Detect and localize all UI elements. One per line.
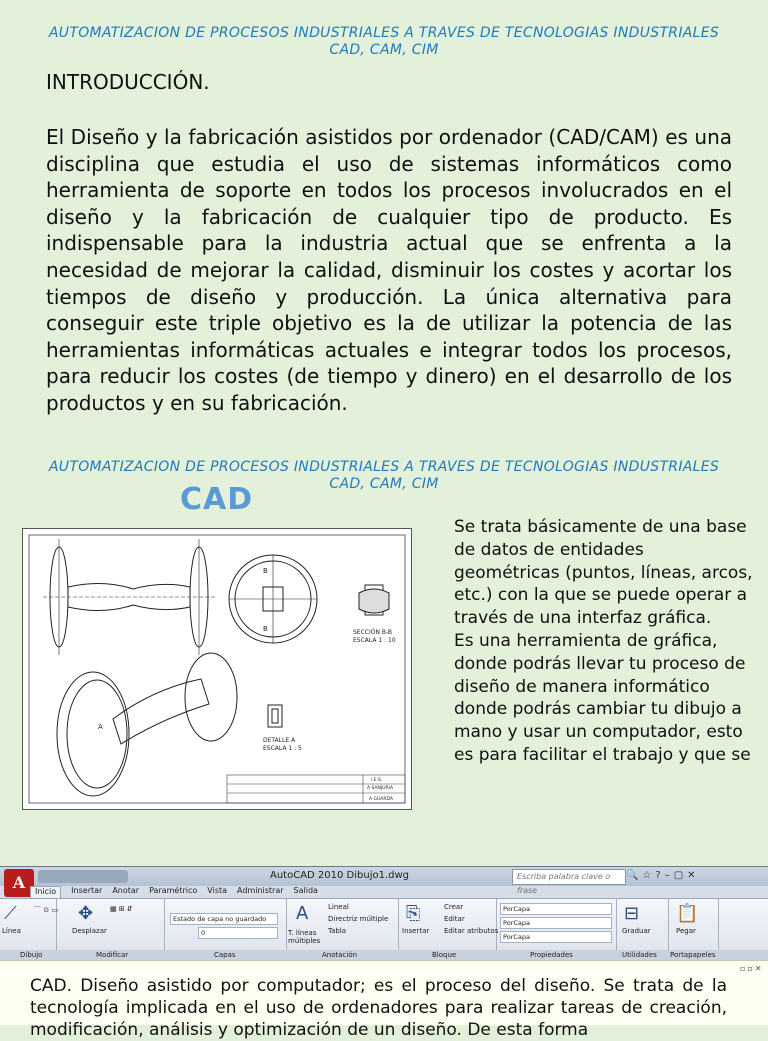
t-lineas-button[interactable]: T. líneas múltiples	[288, 929, 321, 945]
tabla-button[interactable]: Tabla	[328, 927, 347, 935]
detail-view	[268, 705, 282, 727]
label-capas: Capas	[214, 951, 236, 959]
title-block-town: A GUARDA	[369, 797, 393, 802]
cad-definition-text: CAD. Diseño asistido por computador; es el proceso del diseño. Se trata de la tecnología implicada en el uso de ordenadores para realizar tareas de creación, modificación, análisis y optimización de un diseño. De esta forma	[30, 976, 727, 1040]
panel-capas	[164, 899, 287, 951]
panel-bloque	[398, 899, 497, 951]
desplazar-button[interactable]: Desplazar	[72, 927, 107, 935]
cad-description	[454, 516, 754, 767]
slide-title: AUTOMATIZACION DE PROCESOS INDUSTRIALES A TRAVES DE TECNOLOGIAS INDUSTRIALES CAD, CAM, CIM	[48, 459, 720, 492]
line-icon: ⟋	[4, 903, 17, 924]
slide-title: AUTOMATIZACION DE PROCESOS INDUSTRIALES A TRAVES DE TECNOLOGIAS INDUSTRIALES CAD, CAM, CIM	[48, 25, 720, 58]
tab-salida[interactable]: Salida	[293, 886, 318, 895]
panel-dibujo	[0, 899, 57, 951]
detail-scale: ESCALA 1 : 5	[263, 745, 302, 752]
move-icon: ✥	[78, 903, 94, 924]
panel-modificar	[56, 899, 165, 951]
tab-anotar[interactable]: Anotar	[112, 886, 140, 895]
technical-drawing	[22, 528, 412, 810]
cad-description-2: Es una herramienta de gráfica, donde podrás llevar tu proceso de diseño de manera informático donde podrás cambiar tu dibujo a mano y usar un computador, esto es para facilitar el trabajo y que se	[454, 630, 751, 765]
tab-insertar[interactable]: Insertar	[71, 886, 103, 895]
pegar-button[interactable]: Pegar	[676, 927, 696, 935]
insertar-button[interactable]: Insertar	[402, 927, 430, 935]
autocad-logo-icon[interactable]: A	[4, 869, 34, 897]
modify-tools-icon[interactable]: ▦ ⊞ ⇵	[110, 905, 133, 913]
section-marker-top: B	[263, 567, 268, 575]
tab-inicio[interactable]: Inicio	[30, 886, 61, 898]
tab-administrar[interactable]: Administrar	[237, 886, 284, 895]
detail-marker: A	[98, 723, 103, 731]
text-icon: A	[296, 903, 309, 924]
detail-label: DETALLE A	[263, 737, 296, 744]
editar-button[interactable]: Editar	[444, 915, 465, 923]
label-portapapeles: Portapapeles	[670, 951, 716, 959]
title-block-ies: I.E.S.	[371, 778, 383, 783]
label-propiedades: Propiedades	[530, 951, 573, 959]
tab-vista[interactable]: Vista	[207, 886, 228, 895]
crear-button[interactable]: Crear	[444, 903, 464, 911]
technical-drawing-svg	[23, 529, 411, 809]
slide-cad-definition	[0, 960, 768, 1040]
autocad-search-input[interactable]: Escriba palabra clave o frase	[512, 869, 626, 885]
section-scale: ESCALA 1 : 10	[353, 637, 396, 644]
autocad-app-title: AutoCAD 2010 Dibujo1.dwg	[270, 870, 410, 881]
layer-state-select[interactable]: Estado de capa no guardado	[170, 913, 278, 925]
insert-icon: ⎘	[406, 903, 421, 924]
shaft-side-view	[43, 539, 215, 655]
tab-parametrico[interactable]: Paramétrico	[149, 886, 198, 895]
intro-body: El Diseño y la fabricación asistidos por ordenador (CAD/CAM) es una disciplina que estudia el uso de sistemas informáticos como herramienta de soporte en todos los procesos involucrados en el diseño y la fabricación de cualquier tipo de producto. Es indispensable para la industria actual que se enfrenta a la necesidad de mejorar la calidad, disminuir los costes y acortar los tiempos de diseño y producción. La única alternativa para conseguir este triple objetivo es la de utilizar la potencia de las herramientas informáticas actuales e integrar todos los procesos, para reducir los costes (de tiempo y dinero) en el desarrollo de los productos y en su fabricación.	[46, 125, 732, 415]
label-modificar: Modificar	[96, 951, 129, 959]
cad-description-1: Se trata básicamente de una base de datos de entidades geométricas (puntos, líneas, arcos, etc.) con la que se puede operar a través de una interfaz gráfica.	[454, 517, 753, 629]
label-anotacion: Anotación	[322, 951, 358, 959]
measure-icon: ⊟	[624, 903, 640, 924]
panel-portapapeles	[668, 899, 719, 951]
panel-propiedades	[496, 899, 617, 951]
shaft-front-view	[229, 555, 317, 643]
panel-utilidades	[616, 899, 669, 951]
section-label: SECCIÓN B-B	[353, 629, 393, 636]
lineal-button[interactable]: Lineal	[328, 903, 349, 911]
autocad-window	[0, 866, 768, 961]
quick-access-toolbar[interactable]	[38, 870, 128, 883]
title-block-school: A SANJURIA	[367, 786, 394, 791]
section-view	[359, 585, 389, 615]
section-marker-bottom: B	[263, 625, 268, 633]
window-controls-icon[interactable]: ▫▫✕	[740, 964, 764, 973]
lineweight-select[interactable]: PorCapa	[500, 931, 612, 943]
linea-button[interactable]: Línea	[2, 927, 21, 935]
intro-heading: INTRODUCCIÓN.	[46, 70, 210, 94]
slide-introduccion	[0, 0, 768, 432]
editar-atributos-button[interactable]: Editar atributos	[444, 927, 499, 935]
ribbon-tabs	[30, 886, 318, 898]
titlebar-icons[interactable]: 🔍☆?–▢✕	[626, 870, 700, 881]
paste-icon: 📋	[676, 903, 699, 924]
graduar-button[interactable]: Graduar	[622, 927, 651, 935]
label-bloque: Bloque	[432, 951, 457, 959]
color-select[interactable]: PorCapa	[500, 903, 612, 915]
isometric-view	[57, 653, 237, 796]
ribbon	[0, 898, 768, 951]
cad-heading: CAD	[180, 482, 254, 517]
label-dibujo: Dibujo	[20, 951, 43, 959]
directriz-button[interactable]: Directriz múltiple	[328, 915, 389, 923]
layer-select[interactable]: 0	[198, 927, 278, 939]
label-utilidades: Utilidades	[622, 951, 657, 959]
linetype-select[interactable]: PorCapa	[500, 917, 612, 929]
panel-anotacion	[286, 899, 399, 951]
draw-tools-icon[interactable]: ⌒ ⊙ ▭	[34, 906, 58, 914]
